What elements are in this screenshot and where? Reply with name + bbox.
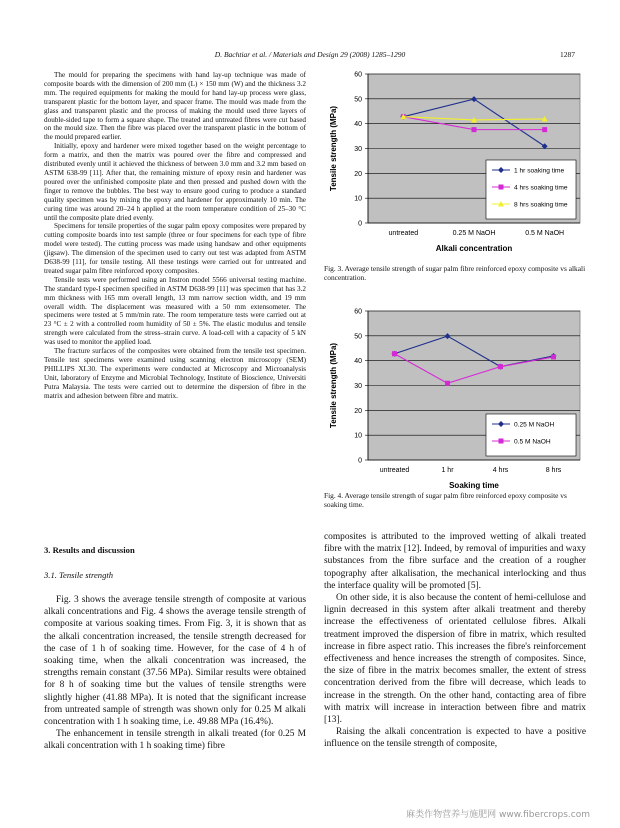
fig3-chart (324, 68, 592, 258)
legend-label: 4 hrs soaking time (514, 184, 568, 192)
x-tick-label: 0.25 M NaOH (452, 230, 496, 237)
legend-label: 0.25 M NaOH (514, 421, 555, 429)
subsection-heading: 3.1. Tensile strength (44, 570, 114, 580)
y-tick-label: 20 (354, 407, 362, 415)
y-tick-label: 0 (358, 220, 362, 228)
legend-label: 8 hrs soaking time (514, 201, 568, 209)
y-tick-label: 60 (354, 71, 362, 79)
data-point (542, 127, 547, 132)
paragraph: The mould for preparing the specimens with hand lay-up technique was made of composite boards with the dimension of 200 mm (L) × 150 mm (W) and the thickness 3.2 mm. The required equipments for making the mould for hand lay-up process were glass, transparent plastic for the bottom layer, and spacer frame. The mould was made from the glass and transparent plastic and the process of making the mould used three layers of double-sided tape to form a square shape. The treated and untreated fibres were cut based on the mould size. Then the fibre was placed over the transparent plastic in the bottom of the mould prepared earlier. (44, 71, 306, 142)
y-tick-label: 40 (354, 358, 362, 366)
y-tick-label: 30 (354, 146, 362, 153)
legend (486, 414, 576, 456)
watermark: 麻类作物营养与施肥网 www.fibercrops.com (406, 810, 590, 820)
paragraph: Fig. 3 shows the average tensile strength of composite at various alkali concentrations and Fig. 4 shows the average tensile strength of composite at various soaking times. From Fig. 3, it is shown that as the alkali concentration increased, the tensile strength decreased for the case of 1 h of soaking time. However, for the case of 4 h of soaking time, when the alkali concentration was increased, the strengths remain constant (37.56 MPa). Similar results were obtained for 8 h of soaking time but the values of tensile strengths were slightly higher (41.88 MPa). It is noted that the significant increase from untreated sample of strength was shown only for 0.25 M alkali concentration with 1 h soaking time, i.e. 49.88 MPa (16.4%). (44, 595, 306, 728)
paragraph: Specimens for tensile properties of the sugar palm epoxy composites were prepared by cutting composite boards into test sample (three or four specimens for each type of fibre model were tested). The cutting process was made using handsaw and other equipments (jigsaw). The dimension of the specimen used to carry out test was adapted from ASTM D638-99 [11], for tensile testing. All these testings were carried out for untreated and treated sugar palm fibre reinforced epoxy composites. (44, 222, 306, 275)
fig4-caption: Fig. 4. Average tensile strength of sugar palm fibre reinforced epoxy composite vs soaking time. (324, 491, 567, 509)
data-point (392, 351, 397, 356)
paragraph: Tensile tests were performed using an Instron model 5566 universal testing machine. The standard type-I specimen specified in ASTM D638-99 [11] was specimen that has 3.2 mm thickness with 165 mm overall length, 13 mm narrow section width, and 19 mm overall width. The displacement was measured with a 50 mm extensometer. The specimens were tested at 5 mm/min rate. The room temperature tests were carried out at 23 °C ± 2 with a controlled room humidity of 50 ± 5%. The elastic modulus and tensile strength were calculated from the stress–strain curve. A load-cell with a capacity of 5 kN was used to monitor the applied load. (44, 275, 306, 347)
data-point (445, 381, 450, 386)
legend-label: 0.5 M NaOH (514, 438, 551, 446)
paragraph: composites is attributed to the improved wetting of alkali treated fibre with the matrix [12]. Indeed, by removal of impurities and waxy substances from the fibre surface and the creation of a rougher topography after alkalisation, the mechanical interlocking and thus the interface quality will be promoted [5]. (324, 532, 586, 591)
data-point (498, 364, 503, 369)
y-tick-label: 40 (354, 121, 362, 129)
y-tick-label: 20 (354, 170, 362, 178)
x-tick-label: 4 hrs (492, 467, 509, 474)
paragraph: The enhancement in tensile strength in alkali treated (for 0.25 M alkali concentration with 1 h soaking time) fibre (44, 729, 306, 752)
methods-text (44, 71, 306, 401)
running-title: D. Bachtiar et al. / Materials and Design 29 (2008) 1285–1290 (214, 50, 406, 59)
fig3-caption: Fig. 3. Average tensile strength of sugar palm fibre reinforced epoxy composite vs alkali concentration. (324, 264, 586, 282)
y-tick-label: 50 (354, 96, 362, 104)
x-tick-label: untreated (388, 230, 419, 237)
results-text (44, 594, 306, 753)
y-tick-label: 30 (354, 383, 362, 390)
fig4-chart (324, 305, 592, 495)
section-heading: 3. Results and discussion (44, 545, 135, 555)
data-point (472, 127, 477, 132)
y-tick-label: 10 (354, 195, 362, 203)
discussion-text (324, 531, 586, 751)
legend-marker (499, 185, 504, 190)
x-tick-label: 0.5 M NaOH (525, 230, 565, 237)
data-point (551, 354, 556, 359)
y-tick-label: 60 (354, 308, 362, 316)
y-axis-label: Tensile strength (MPa) (329, 105, 338, 192)
x-tick-label: untreated (379, 467, 410, 474)
paragraph: The fracture surfaces of the composites were obtained from the tensile test specimen. Tensile test specimens were examined using scanning electron microscopy (SEM) PHILLIPS XL30. The experiments were conducted at Microscopy and Microanalysis Unit, laboratory of Enzyme and Microbial Technology, Institute of Bioscience, Universiti Putra Malaysia. The tests were carried out to determine the dispersion of fibre in the matrix and adhesion between fibre and matrix. (44, 347, 306, 400)
paragraph: Initially, epoxy and hardener were mixed together based on the weight percentage to form a matrix, and then the matrix was poured over the fibre and compressed and distributed evenly until it achieved the thickness of between 3.0 mm and 3.2 mm based on ASTM 638-99 [11]. After that, the remaining mixture of epoxy resin and hardener was poured over the unfinished composite plate and then pressed and pushed down with the finger to remove the bubbles. The best way to ensure good curing to produce a standard quality specimen was by mixing the epoxy and hardener for approximately 10 min. The curing time was around 20–24 h applied at the room temperature condition of 25–30 °C until the composite plate dried evenly. (44, 142, 306, 222)
page-number: 1287 (560, 50, 575, 59)
y-tick-label: 10 (354, 432, 362, 440)
paragraph: Raising the alkali concentration is expected to have a positive influence on the tensile strength of composite, (324, 727, 586, 750)
y-tick-label: 0 (358, 457, 362, 465)
paragraph: On other side, it is also because the content of hemi-cellulose and lignin decreased in this system after alkali treatment and thereby increase the effectiveness of orientated cellulose fibres. Alkali treatment improved the dispersion of fibre in matrix, which resulted increase in fibre aspect ratio. This increases the fibre's reinforcement effectiveness and hence increases the strength of composites. Since, the size of fibre in the matrix becomes smaller, the extent of stress concentration derived from the fibre will decrease, which leads to increase in the strength. On the other hand, contacting area of fibre with matrix will increase in interaction between fibre and matrix [13]. (324, 593, 586, 726)
x-axis-label: Soaking time (449, 481, 499, 490)
y-axis-label: Tensile strength (MPa) (329, 342, 338, 429)
legend-label: 1 hr soaking time (514, 167, 565, 175)
x-axis-label: Alkali concentration (435, 244, 513, 253)
x-tick-label: 8 hrs (545, 467, 562, 474)
y-tick-label: 50 (354, 333, 362, 341)
legend-marker (499, 439, 504, 444)
x-tick-label: 1 hr (441, 467, 454, 474)
